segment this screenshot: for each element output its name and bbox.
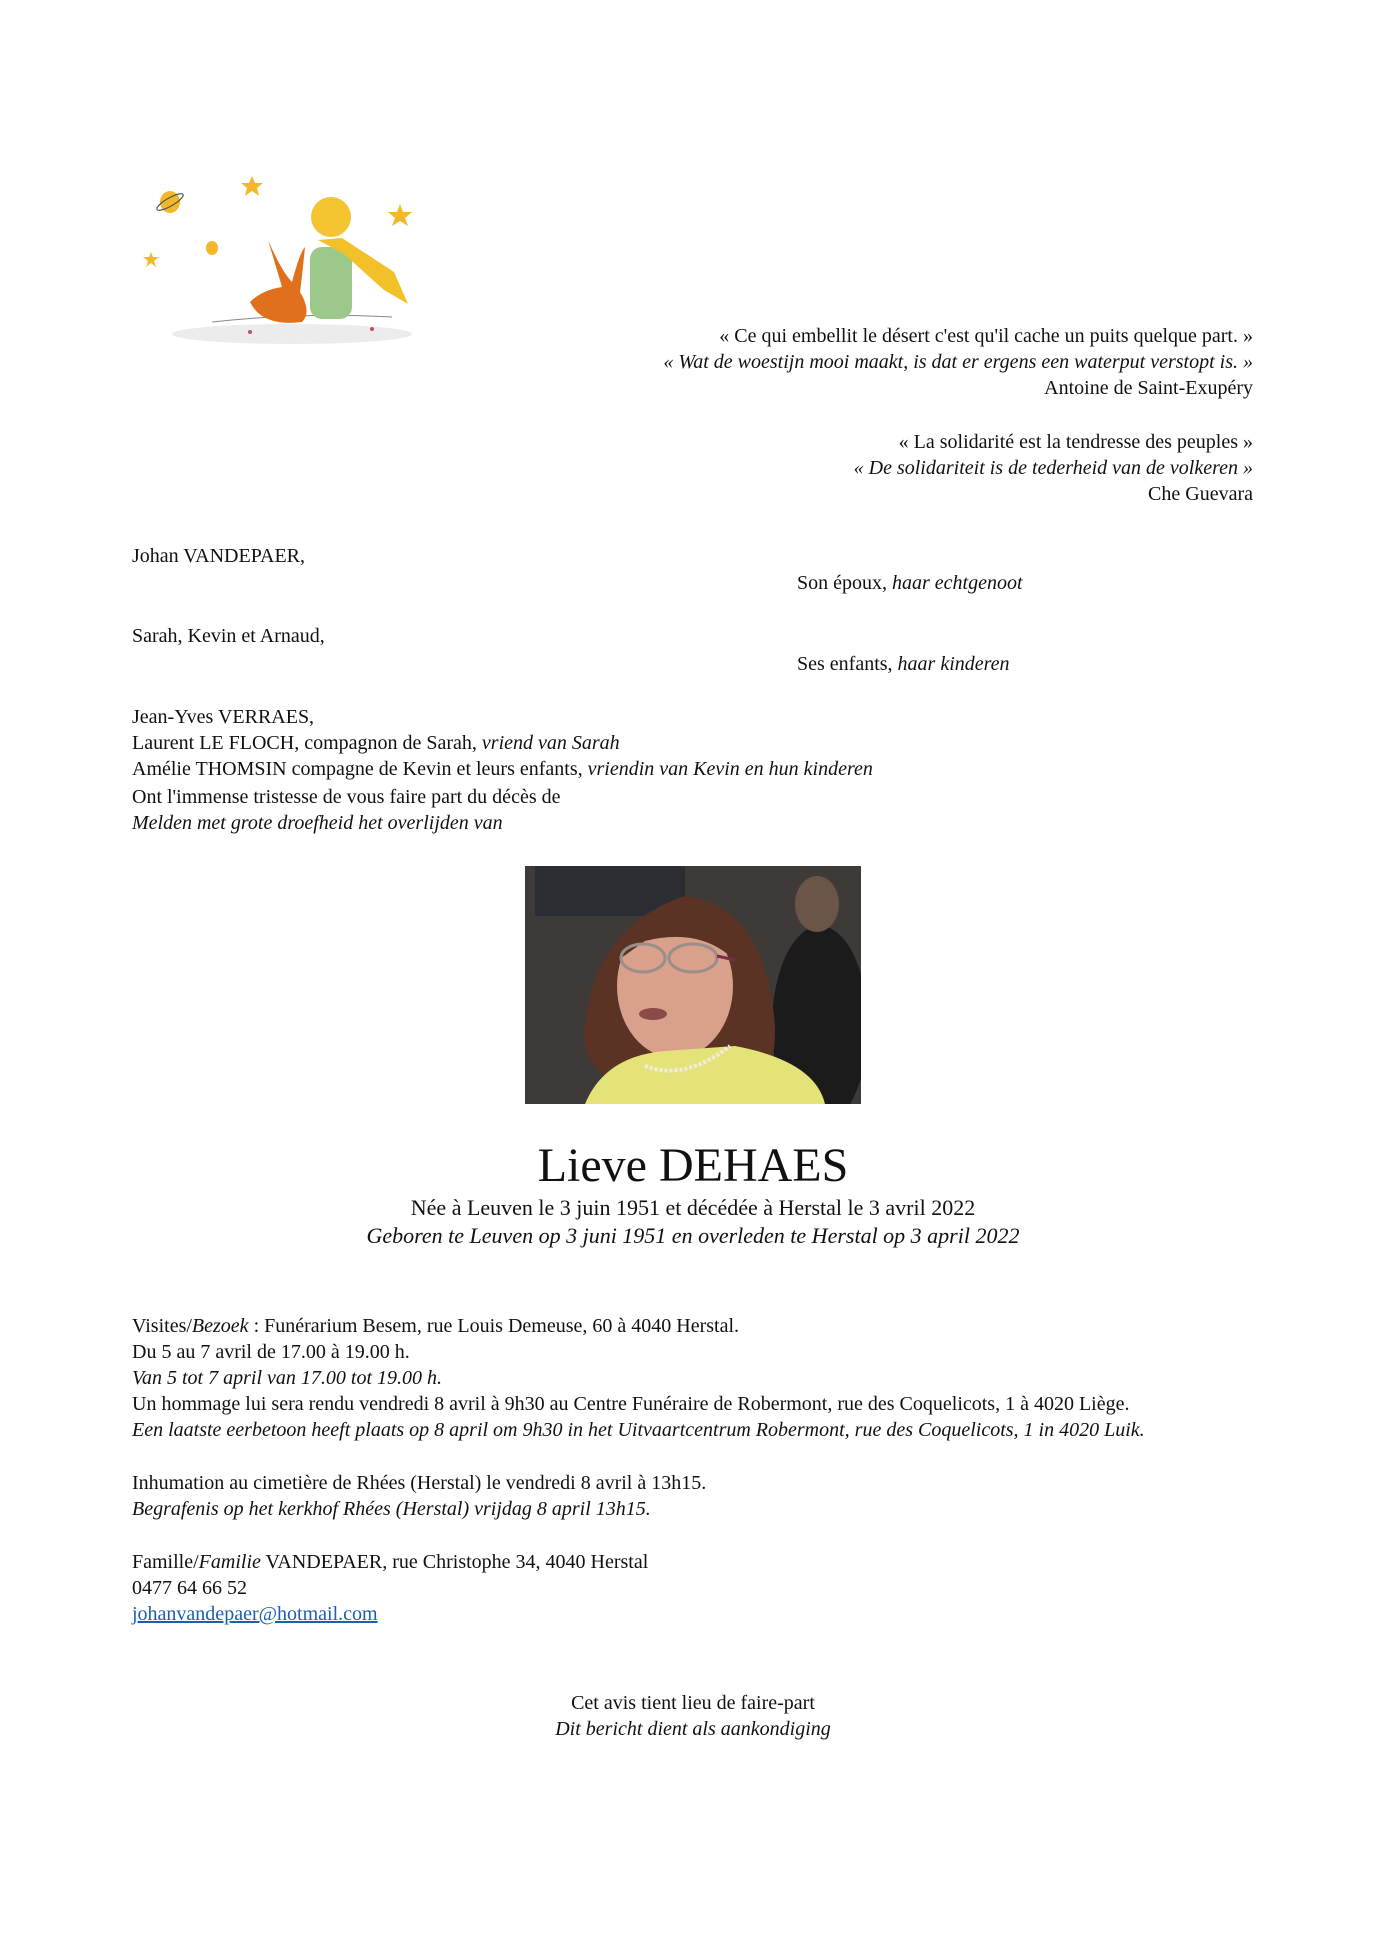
visits-hours-nl: Van 5 tot 7 april van 17.00 tot 19.00 h. xyxy=(132,1367,442,1389)
deceased-block xyxy=(0,1138,1378,1250)
contact-phone: 0477 64 66 52 xyxy=(132,1577,247,1599)
quote-author: Che Guevara xyxy=(1148,483,1253,505)
contact-address: VANDEPAER, rue Christophe 34, 4040 Herstal xyxy=(260,1551,649,1573)
relative-line xyxy=(132,756,873,782)
portrait-photo xyxy=(525,866,861,1104)
funeral-information xyxy=(132,1313,1252,1627)
closing-notice xyxy=(0,1690,1378,1742)
burial-fr: Inhumation au cimetière de Rhées (Herstal) le vendredi 8 avril à 13h15. xyxy=(132,1472,707,1494)
announcement xyxy=(132,784,560,836)
spouse-role-fr: Son époux, xyxy=(797,572,887,594)
family-contact xyxy=(132,1549,1252,1575)
little-prince-illustration xyxy=(132,172,424,344)
relative-line xyxy=(132,704,873,730)
life-dates-nl: Geboren te Leuven op 3 juni 1951 en overleden te Herstal op 3 april 2022 xyxy=(366,1223,1020,1248)
portrait-image-icon xyxy=(525,866,861,1104)
burial-nl: Begrafenis op het kerkhof Rhées (Herstal) vrijdag 8 april 13h15. xyxy=(132,1498,651,1520)
visits-location xyxy=(132,1313,1252,1339)
relative-fr: Laurent LE FLOCH, compagnon de Sarah, xyxy=(132,732,477,754)
visits-address: : Funérarium Besem, rue Louis Demeuse, 60 à 4040 Herstal. xyxy=(248,1315,740,1337)
quote-che-guevara xyxy=(854,429,1253,507)
quote-author: Antoine de Saint-Exupéry xyxy=(1044,377,1253,399)
quote-text-fr: « Ce qui embellit le désert c'est qu'il cache un puits quelque part. » xyxy=(719,325,1253,347)
spouse-role xyxy=(797,570,1023,596)
spouse-name: Johan VANDEPAER, xyxy=(132,545,305,567)
spouse-role-nl: haar echtgenoot xyxy=(892,572,1023,594)
quote-saint-exupery xyxy=(663,323,1253,401)
announcement-nl: Melden met grote droefheid het overlijden van xyxy=(132,812,503,834)
contact-label-fr: Famille/ xyxy=(132,1551,199,1573)
children-role xyxy=(797,651,1010,677)
children-names: Sarah, Kevin et Arnaud, xyxy=(132,625,325,647)
little-prince-fox-icon xyxy=(132,172,424,344)
contact-email-link[interactable]: johanvandepaer@hotmail.com xyxy=(132,1603,378,1625)
relative-nl: vriend van Sarah xyxy=(481,732,620,754)
visits-label-nl: Bezoek xyxy=(191,1315,249,1337)
contact-label-nl: Familie xyxy=(198,1551,261,1573)
children-role-fr: Ses enfants, xyxy=(797,653,893,675)
quote-text-nl: « Wat de woestijn mooi maakt, is dat er ergens een waterput verstopt is. » xyxy=(663,351,1253,373)
visits-label-fr: Visites/ xyxy=(132,1315,192,1337)
life-dates-fr: Née à Leuven le 3 juin 1951 et décédée à Herstal le 3 avril 2022 xyxy=(410,1195,976,1220)
relative-line xyxy=(132,730,873,756)
quote-text-nl: « De solidariteit is de tederheid van de volkeren » xyxy=(853,457,1253,479)
notice-fr: Cet avis tient lieu de faire-part xyxy=(571,1692,815,1714)
announcement-fr: Ont l'immense tristesse de vous faire part du décès de xyxy=(132,786,561,808)
relative-fr: Jean-Yves VERRAES, xyxy=(132,706,315,728)
notice-nl: Dit bericht dient als aankondiging xyxy=(555,1718,831,1740)
quote-text-fr: « La solidarité est la tendresse des peuples » xyxy=(898,431,1253,453)
relative-nl: vriendin van Kevin en hun kinderen xyxy=(587,758,873,780)
visits-hours-fr: Du 5 au 7 avril de 17.00 à 19.00 h. xyxy=(132,1341,410,1363)
children-role-nl: haar kinderen xyxy=(897,653,1010,675)
tribute-nl: Een laatste eerbetoon heeft plaats op 8 april om 9h30 in het Uitvaartcentrum Robermont, rue des Coquelicots, 1 in 4020 Luik. xyxy=(132,1419,1145,1441)
deceased-name: Lieve DEHAES xyxy=(537,1139,849,1192)
other-relatives xyxy=(132,704,873,782)
relative-fr: Amélie THOMSIN compagne de Kevin et leurs enfants, xyxy=(132,758,583,780)
tribute-fr: Un hommage lui sera rendu vendredi 8 avril à 9h30 au Centre Funéraire de Robermont, rue des Coquelicots, 1 à 4020 Liège. xyxy=(132,1393,1130,1415)
